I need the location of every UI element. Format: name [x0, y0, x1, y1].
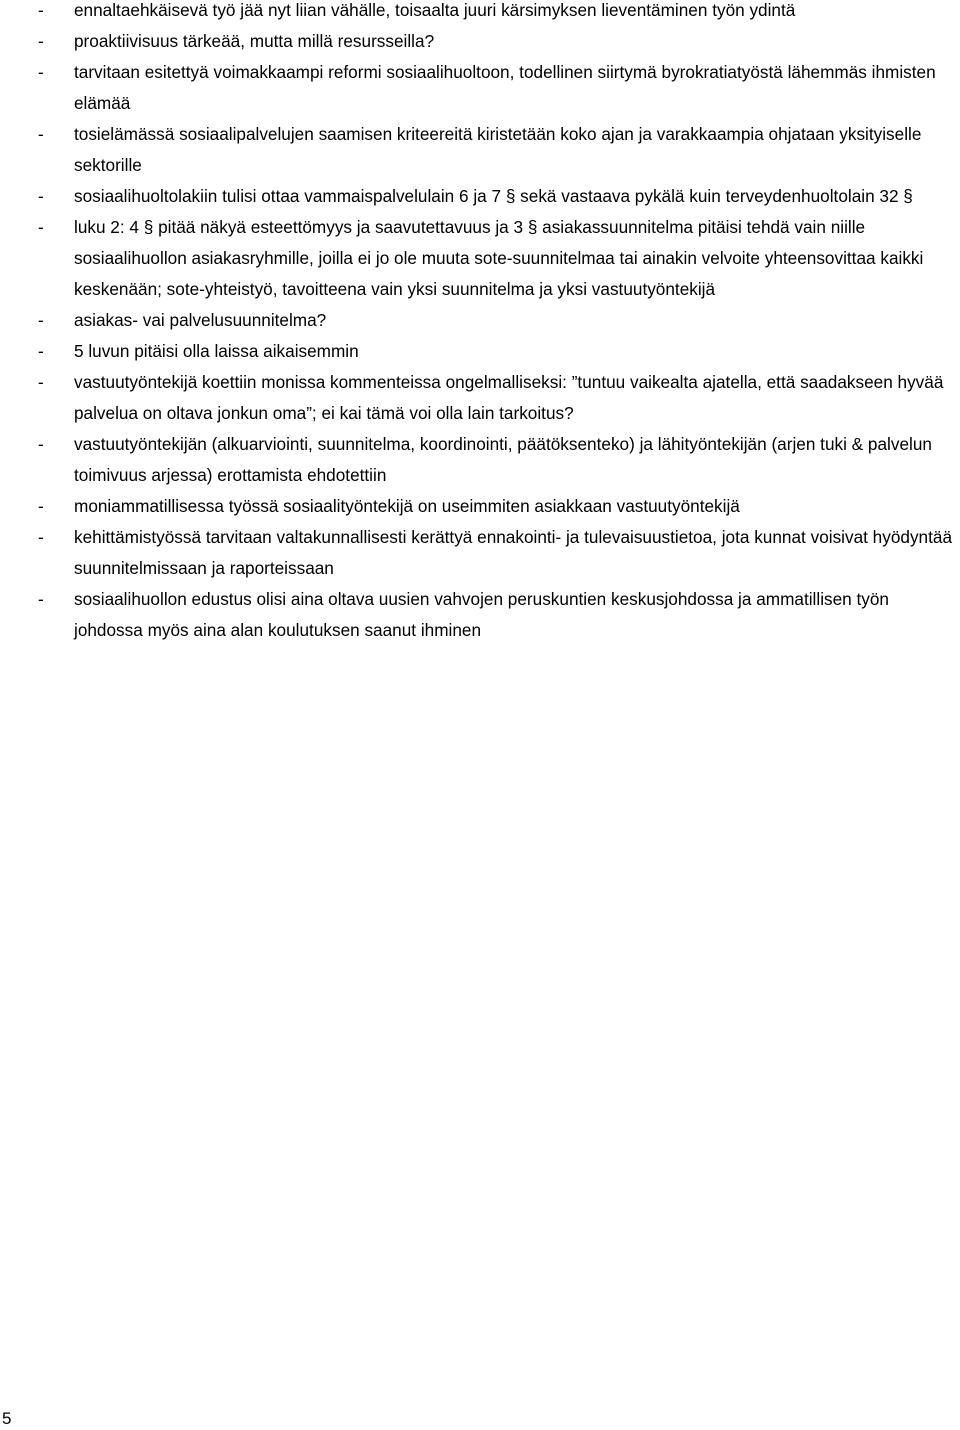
list-item-text: tosielämässä sosiaalipalvelujen saamisen kriteereitä kiristetään koko ajan ja varakkaampia ohjataan yksityiselle sektorille [74, 124, 922, 175]
page-number: 5 [2, 1409, 12, 1428]
list-item-text: proaktiivisuus tärkeää, mutta millä resursseilla? [74, 31, 435, 51]
list-item [38, 367, 952, 429]
list-item [38, 26, 952, 57]
list-item-text: sosiaalihuoltolakiin tulisi ottaa vammaispalvelulain 6 ja 7 § sekä vastaava pykälä kuin terveydenhuoltolain 32 § [74, 186, 913, 206]
bullet-list [38, 0, 952, 646]
list-item [38, 522, 952, 584]
bullet-dash: - [38, 31, 44, 51]
list-item [38, 491, 952, 522]
list-item [38, 584, 952, 646]
list-item-text: 5 luvun pitäisi olla laissa aikaisemmin [74, 341, 359, 361]
list-item-text: asiakas- vai palvelusuunnitelma? [74, 310, 327, 330]
list-item [38, 305, 952, 336]
list-item [38, 0, 952, 26]
list-item-text: moniammatillisessa työssä sosiaalityöntekijä on useimmiten asiakkaan vastuutyöntekijä [74, 496, 740, 516]
bullet-dash: - [38, 217, 44, 237]
list-item [38, 429, 952, 491]
bullet-dash: - [38, 341, 44, 361]
bullet-dash: - [38, 124, 44, 144]
bullet-dash: - [38, 496, 44, 516]
list-item-text: ennaltaehkäisevä työ jää nyt liian vähälle, toisaalta juuri kärsimyksen lieventäminen työn ydintä [74, 0, 796, 20]
bullet-dash: - [38, 589, 44, 609]
bullet-dash: - [38, 186, 44, 206]
list-item-text: luku 2: 4 § pitää näkyä esteettömyys ja saavutettavuus ja 3 § asiakassuunnitelma pitäisi tehdä vain niille sosiaalihuollon asiakasryhmille, joilla ei jo ole muuta sote-suunnitelmaa tai ainakin velvoite yhteensovittaa kaikki keskenään; sote-yhteistyö, tavoitteena vain yksi suunnitelma ja yksi vastuutyöntekijä [74, 217, 924, 299]
list-item-text: vastuutyöntekijä koettiin monissa kommenteissa ongelmalliseksi: ”tuntuu vaikealta ajatella, että saadakseen hyvää palvelua on oltava jonkun oma”; ei kai tämä voi olla lain tarkoitus? [74, 372, 944, 423]
bullet-dash: - [38, 434, 44, 454]
bullet-dash: - [38, 310, 44, 330]
list-item-text: kehittämistyössä tarvitaan valtakunnallisesti kerättyä ennakointi- ja tulevaisuustietoa, jota kunnat voisivat hyödyntää suunnitelmissaan ja raporteissaan [74, 527, 952, 578]
list-item-text: vastuutyöntekijän (alkuarviointi, suunnitelma, koordinointi, päätöksenteko) ja lähityöntekijän (arjen tuki & palvelun toimivuus arjessa) erottamista ehdotettiin [74, 434, 932, 485]
list-item [38, 119, 952, 181]
list-item-text: sosiaalihuollon edustus olisi aina oltava uusien vahvojen peruskuntien keskusjohdossa ja ammatillisen työn johdossa myös aina alan koulutuksen saanut ihminen [74, 589, 889, 640]
bullet-dash: - [38, 62, 44, 82]
list-item [38, 57, 952, 119]
list-item-text: tarvitaan esitettyä voimakkaampi reformi sosiaalihuoltoon, todellinen siirtymä byrokratiatyöstä lähemmäs ihmisten elämää [74, 62, 936, 113]
list-item [38, 181, 952, 212]
list-item [38, 336, 952, 367]
bullet-dash: - [38, 0, 44, 20]
list-item [38, 212, 952, 305]
bullet-dash: - [38, 372, 44, 392]
bullet-dash: - [38, 527, 44, 547]
